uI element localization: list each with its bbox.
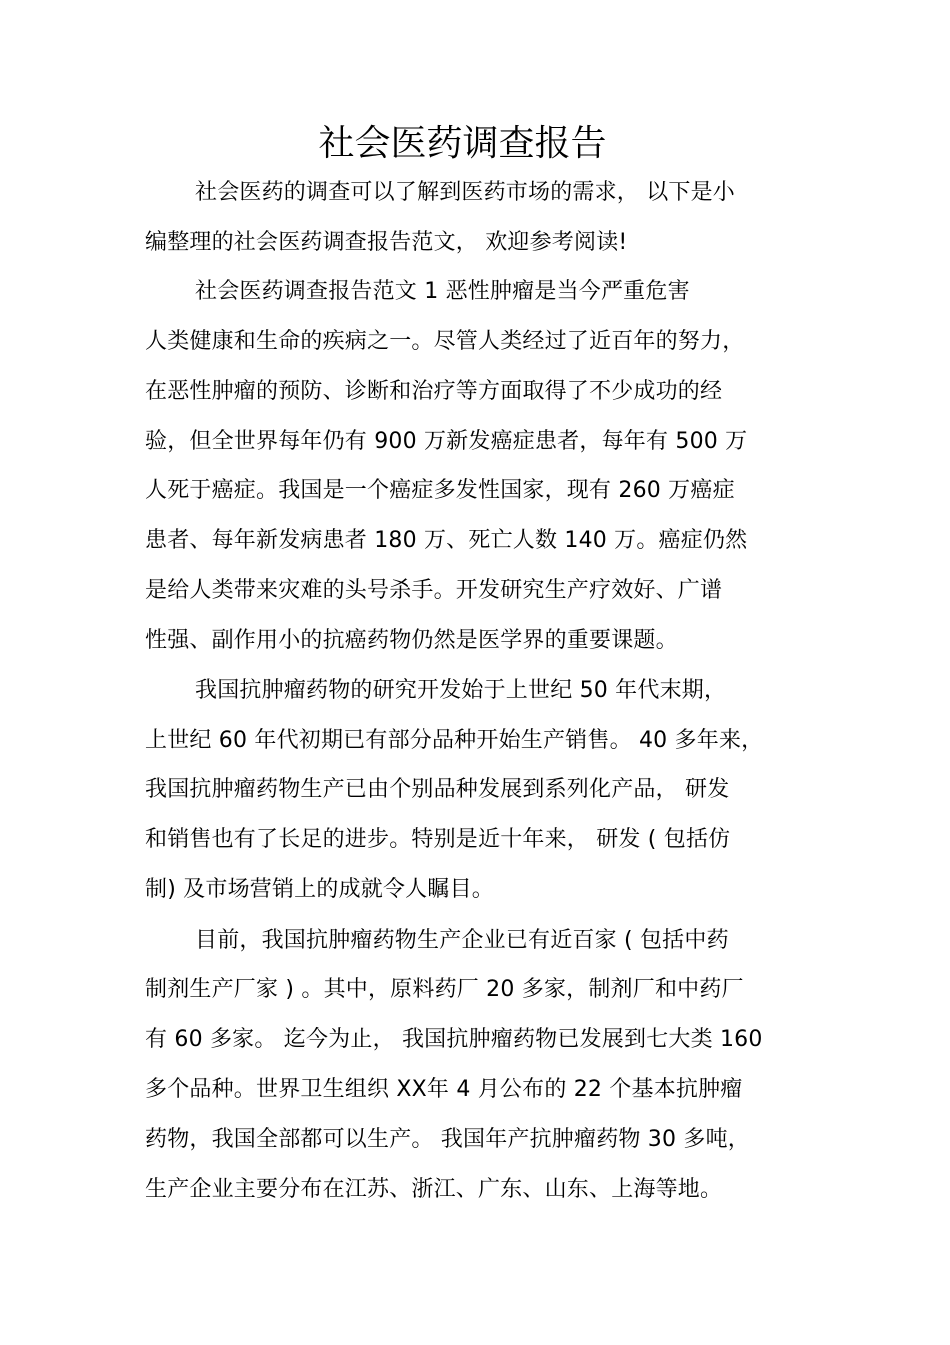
paragraph-line: 生产企业主要分布在江苏、浙江、广东、山东、上海等地。	[145, 1177, 723, 1202]
paragraph-line: 有 60 多家。 迄今为止， 我国抗肿瘤药物已发展到七大类 160	[145, 1027, 763, 1052]
paragraph-line: 制) 及市场营销上的成就令人瞩目。	[145, 877, 494, 902]
paragraph-line: 人类健康和生命的疾病之一。尽管人类经过了近百年的努力，	[145, 329, 745, 354]
paragraph-line: 患者、每年新发病患者 180 万、死亡人数 140 万。癌症仍然	[145, 528, 748, 553]
paragraph-line: 社会医药的调查可以了解到医药市场的需求， 以下是小	[195, 180, 735, 205]
paragraph-line: 在恶性肿瘤的预防、诊断和治疗等方面取得了不少成功的经	[145, 379, 723, 404]
paragraph-line: 多个品种。世界卫生组织 XX年 4 月公布的 22 个基本抗肿瘤	[145, 1077, 743, 1102]
paragraph-line: 编整理的社会医药调查报告范文， 欢迎参考阅读!	[145, 230, 628, 255]
paragraph-line: 制剂生产厂家 ) 。其中，原料药厂 20 多家，制剂厂和中药厂	[145, 977, 744, 1002]
paragraph-line: 性强、副作用小的抗癌药物仍然是医学界的重要课题。	[145, 628, 678, 653]
paragraph-line: 我国抗肿瘤药物的研究开发始于上世纪 50 年代末期，	[195, 678, 727, 703]
document-title: 社会医药调查报告	[318, 123, 607, 164]
paragraph-line: 是给人类带来灾难的头号杀手。开发研究生产疗效好、广谱	[145, 578, 723, 603]
paragraph-line: 目前，我国抗肿瘤药物生产企业已有近百家 ( 包括中药	[195, 928, 729, 953]
paragraph-line: 药物，我国全部都可以生产。 我国年产抗肿瘤药物 30 多吨，	[145, 1127, 750, 1152]
paragraph-line: 验，但全世界每年仍有 900 万新发癌症患者，每年有 500 万	[145, 429, 748, 454]
paragraph-line: 上世纪 60 年代初期已有部分品种开始生产销售。 40 多年来，	[145, 728, 764, 753]
paragraph-line: 和销售也有了长足的进步。特别是近十年来， 研发 ( 包括仿	[145, 827, 731, 852]
paragraph-line: 人死于癌症。我国是一个癌症多发性国家，现有 260 万癌症	[145, 478, 735, 503]
paragraph-line: 我国抗肿瘤药物生产已由个别品种发展到系列化产品， 研发	[145, 777, 730, 802]
paragraph-line: 社会医药调查报告范文 1 恶性肿瘤是当今严重危害	[195, 279, 690, 304]
